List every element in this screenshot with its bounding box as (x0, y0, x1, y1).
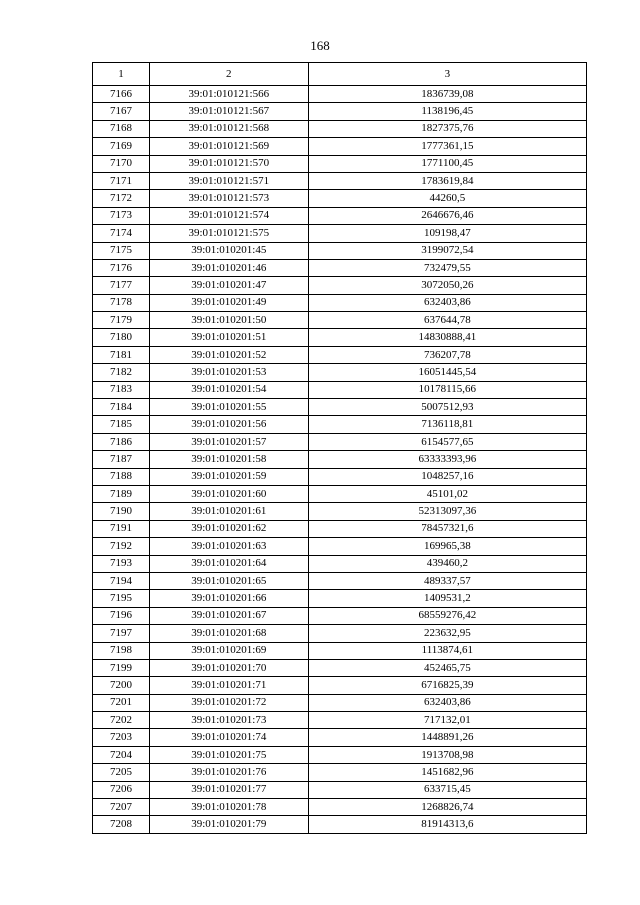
cadastral-id-cell: 39:01:010201:79 (149, 816, 308, 833)
row-number-cell: 7182 (93, 364, 150, 381)
cadastral-id-cell: 39:01:010201:58 (149, 451, 308, 468)
value-cell: 1268826,74 (308, 799, 586, 816)
cadastral-id-cell: 39:01:010201:70 (149, 659, 308, 676)
cadastral-id-cell: 39:01:010201:57 (149, 433, 308, 450)
table-row (93, 294, 587, 311)
table-row (93, 103, 587, 120)
row-number-cell: 7168 (93, 120, 150, 137)
row-number-cell: 7186 (93, 433, 150, 450)
value-cell: 637644,78 (308, 312, 586, 329)
cadastral-id-cell: 39:01:010201:72 (149, 694, 308, 711)
row-number-cell: 7196 (93, 607, 150, 624)
table-row (93, 277, 587, 294)
column-header-cadastral-id: 2 (149, 63, 308, 86)
row-number-cell: 7199 (93, 659, 150, 676)
value-cell: 2646676,46 (308, 207, 586, 224)
cadastral-id-cell: 39:01:010201:54 (149, 381, 308, 398)
value-cell: 169965,38 (308, 538, 586, 555)
value-cell: 439460,2 (308, 555, 586, 572)
row-number-cell: 7177 (93, 277, 150, 294)
table-row (93, 642, 587, 659)
row-number-cell: 7175 (93, 242, 150, 259)
value-cell: 632403,86 (308, 694, 586, 711)
row-number-cell: 7208 (93, 816, 150, 833)
cadastral-id-cell: 39:01:010121:574 (149, 207, 308, 224)
table-row (93, 816, 587, 833)
table-row (93, 120, 587, 137)
table-row (93, 138, 587, 155)
cadastral-id-cell: 39:01:010201:56 (149, 416, 308, 433)
row-number-cell: 7173 (93, 207, 150, 224)
column-header-number: 1 (93, 63, 150, 86)
cadastral-id-cell: 39:01:010201:74 (149, 729, 308, 746)
row-number-cell: 7193 (93, 555, 150, 572)
table-row (93, 677, 587, 694)
row-number-cell: 7181 (93, 346, 150, 363)
value-cell: 14830888,41 (308, 329, 586, 346)
value-cell: 1138196,45 (308, 103, 586, 120)
row-number-cell: 7188 (93, 468, 150, 485)
table-row (93, 590, 587, 607)
row-number-cell: 7201 (93, 694, 150, 711)
row-number-cell: 7206 (93, 781, 150, 798)
cadastral-id-cell: 39:01:010201:45 (149, 242, 308, 259)
cadastral-id-cell: 39:01:010201:66 (149, 590, 308, 607)
table-row (93, 625, 587, 642)
page-number: 168 (310, 38, 330, 53)
value-cell: 52313097,36 (308, 503, 586, 520)
table-body (93, 86, 587, 834)
value-cell: 732479,55 (308, 259, 586, 276)
table-row (93, 694, 587, 711)
table-row (93, 433, 587, 450)
cadastral-id-cell: 39:01:010201:75 (149, 746, 308, 763)
table-row (93, 364, 587, 381)
cadastral-id-cell: 39:01:010201:60 (149, 485, 308, 502)
cadastral-id-cell: 39:01:010201:76 (149, 764, 308, 781)
row-number-cell: 7166 (93, 86, 150, 103)
cadastral-id-cell: 39:01:010121:569 (149, 138, 308, 155)
table-row (93, 538, 587, 555)
table-row (93, 225, 587, 242)
cadastral-id-cell: 39:01:010201:61 (149, 503, 308, 520)
cadastral-id-cell: 39:01:010121:567 (149, 103, 308, 120)
table-row (93, 781, 587, 798)
value-cell: 736207,78 (308, 346, 586, 363)
table-row (93, 312, 587, 329)
row-number-cell: 7187 (93, 451, 150, 468)
table-row (93, 381, 587, 398)
row-number-cell: 7197 (93, 625, 150, 642)
table-header-row (93, 63, 587, 86)
cadastral-id-cell: 39:01:010201:53 (149, 364, 308, 381)
table-row (93, 729, 587, 746)
row-number-cell: 7207 (93, 799, 150, 816)
row-number-cell: 7176 (93, 259, 150, 276)
cadastral-id-cell: 39:01:010201:68 (149, 625, 308, 642)
cadastral-table (92, 62, 587, 834)
table-row (93, 607, 587, 624)
row-number-cell: 7174 (93, 225, 150, 242)
value-cell: 6154577,65 (308, 433, 586, 450)
table-row (93, 416, 587, 433)
row-number-cell: 7203 (93, 729, 150, 746)
table-row (93, 503, 587, 520)
cadastral-id-cell: 39:01:010201:50 (149, 312, 308, 329)
cadastral-id-cell: 39:01:010201:69 (149, 642, 308, 659)
value-cell: 1836739,08 (308, 86, 586, 103)
cadastral-id-cell: 39:01:010201:64 (149, 555, 308, 572)
value-cell: 1771100,45 (308, 155, 586, 172)
row-number-cell: 7192 (93, 538, 150, 555)
cadastral-id-cell: 39:01:010201:63 (149, 538, 308, 555)
value-cell: 1783619,84 (308, 172, 586, 189)
row-number-cell: 7179 (93, 312, 150, 329)
cadastral-id-cell: 39:01:010201:52 (149, 346, 308, 363)
value-cell: 632403,86 (308, 294, 586, 311)
row-number-cell: 7198 (93, 642, 150, 659)
value-cell: 63333393,96 (308, 451, 586, 468)
value-cell: 5007512,93 (308, 399, 586, 416)
value-cell: 1913708,98 (308, 746, 586, 763)
value-cell: 489337,57 (308, 572, 586, 589)
table-row (93, 329, 587, 346)
value-cell: 1451682,96 (308, 764, 586, 781)
cadastral-id-cell: 39:01:010201:46 (149, 259, 308, 276)
cadastral-id-cell: 39:01:010201:65 (149, 572, 308, 589)
cadastral-id-cell: 39:01:010201:67 (149, 607, 308, 624)
row-number-cell: 7180 (93, 329, 150, 346)
value-cell: 3199072,54 (308, 242, 586, 259)
table-row (93, 346, 587, 363)
row-number-cell: 7184 (93, 399, 150, 416)
row-number-cell: 7170 (93, 155, 150, 172)
row-number-cell: 7195 (93, 590, 150, 607)
cadastral-id-cell: 39:01:010201:78 (149, 799, 308, 816)
table-row (93, 485, 587, 502)
value-cell: 1048257,16 (308, 468, 586, 485)
value-cell: 452465,75 (308, 659, 586, 676)
cadastral-id-cell: 39:01:010121:571 (149, 172, 308, 189)
row-number-cell: 7185 (93, 416, 150, 433)
table-row (93, 259, 587, 276)
row-number-cell: 7172 (93, 190, 150, 207)
table-row (93, 659, 587, 676)
table-row (93, 242, 587, 259)
table-row (93, 799, 587, 816)
value-cell: 717132,01 (308, 712, 586, 729)
cadastral-id-cell: 39:01:010121:570 (149, 155, 308, 172)
row-number-cell: 7205 (93, 764, 150, 781)
cadastral-id-cell: 39:01:010201:51 (149, 329, 308, 346)
row-number-cell: 7167 (93, 103, 150, 120)
value-cell: 3072050,26 (308, 277, 586, 294)
value-cell: 633715,45 (308, 781, 586, 798)
value-cell: 109198,47 (308, 225, 586, 242)
table-row (93, 764, 587, 781)
table-row (93, 190, 587, 207)
row-number-cell: 7183 (93, 381, 150, 398)
cadastral-id-cell: 39:01:010201:47 (149, 277, 308, 294)
value-cell: 10178115,66 (308, 381, 586, 398)
row-number-cell: 7190 (93, 503, 150, 520)
cadastral-id-cell: 39:01:010121:568 (149, 120, 308, 137)
cadastral-id-cell: 39:01:010121:566 (149, 86, 308, 103)
cadastral-id-cell: 39:01:010201:49 (149, 294, 308, 311)
row-number-cell: 7194 (93, 572, 150, 589)
cadastral-id-cell: 39:01:010121:573 (149, 190, 308, 207)
value-cell: 78457321,6 (308, 520, 586, 537)
row-number-cell: 7189 (93, 485, 150, 502)
value-cell: 16051445,54 (308, 364, 586, 381)
value-cell: 1409531,2 (308, 590, 586, 607)
value-cell: 45101,02 (308, 485, 586, 502)
row-number-cell: 7169 (93, 138, 150, 155)
row-number-cell: 7200 (93, 677, 150, 694)
value-cell: 1113874,61 (308, 642, 586, 659)
cadastral-id-cell: 39:01:010201:59 (149, 468, 308, 485)
table-row (93, 746, 587, 763)
table-row (93, 572, 587, 589)
cadastral-id-cell: 39:01:010201:77 (149, 781, 308, 798)
row-number-cell: 7202 (93, 712, 150, 729)
value-cell: 68559276,42 (308, 607, 586, 624)
cadastral-id-cell: 39:01:010201:62 (149, 520, 308, 537)
value-cell: 1777361,15 (308, 138, 586, 155)
table-row (93, 520, 587, 537)
table-row (93, 86, 587, 103)
table-row (93, 155, 587, 172)
table-row (93, 399, 587, 416)
row-number-cell: 7171 (93, 172, 150, 189)
row-number-cell: 7204 (93, 746, 150, 763)
table-row (93, 172, 587, 189)
row-number-cell: 7191 (93, 520, 150, 537)
table-row (93, 468, 587, 485)
column-header-value: 3 (308, 63, 586, 86)
cadastral-id-cell: 39:01:010121:575 (149, 225, 308, 242)
cadastral-id-cell: 39:01:010201:71 (149, 677, 308, 694)
table-row (93, 712, 587, 729)
value-cell: 7136118,81 (308, 416, 586, 433)
value-cell: 1448891,26 (308, 729, 586, 746)
value-cell: 44260,5 (308, 190, 586, 207)
table-row (93, 555, 587, 572)
cadastral-id-cell: 39:01:010201:73 (149, 712, 308, 729)
table-row (93, 451, 587, 468)
value-cell: 1827375,76 (308, 120, 586, 137)
row-number-cell: 7178 (93, 294, 150, 311)
value-cell: 6716825,39 (308, 677, 586, 694)
table-row (93, 207, 587, 224)
value-cell: 81914313,6 (308, 816, 586, 833)
value-cell: 223632,95 (308, 625, 586, 642)
cadastral-id-cell: 39:01:010201:55 (149, 399, 308, 416)
